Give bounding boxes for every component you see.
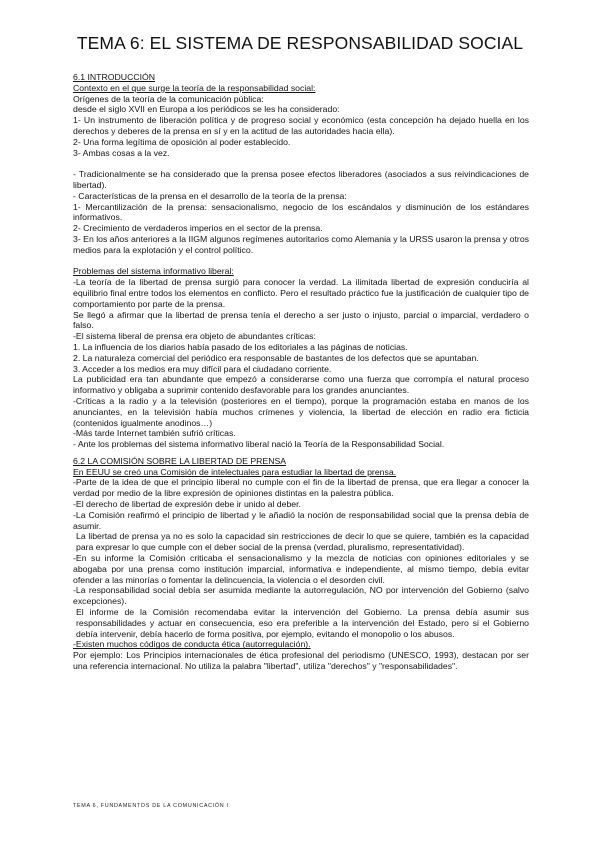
section-heading-introduccion: 6.1 INTRODUCCIÓN xyxy=(73,72,156,82)
paragraph: -La teoría de la libertad de prensa surgió para conocer la verdad. La ilimitada libertad de expresión conduciría al equilibrio final entre todos los elementos en conflicto. Pero el resultado práctico fue la justificación de cualquier tipo de comportamiento por parte de la prensa. xyxy=(73,277,529,309)
subheading-comision: En EEUU se creó una Comisión de intelectuales para estudiar la libertad de prensa. xyxy=(73,466,397,477)
paragraph: - Ante los problemas del sistema informativo liberal nació la Teoría de la Responsabilidad Social. xyxy=(73,439,445,450)
paragraph: 1- Un instrumento de liberación política y de progreso social y económico (esta concepción ha dejado huella en los derechos y deberes de la prensa en sí y en la actitud de las autoridades hacia ella). xyxy=(73,115,529,136)
paragraph: La publicidad era tan abundante que empezó a considerarse como una fuerza que corrompía el natural proceso informativo y obligaba a suprimir contenido desfavorable para los grandes anunciantes. xyxy=(73,374,529,396)
paragraph: El informe de la Comisión recomendaba evitar la intervención del Gobierno. La prensa debía asumir sus responsabilidades y actuar en consecuencia, eso era preferible a la intervención del Estado, pero si el Gobierno debía intervenir, debía hacerlo de forma positiva, por ejemplo, evitando el monopolio o los abusos. xyxy=(76,607,529,639)
paragraph: -En su informe la Comisión criticaba el sensacionalismo y la mezcla de noticias con opiniones editoriales y se abogaba por una prensa como institución imparcial, informativa e independiente, al mismo tiempo, debía evitar ofender a las minorías o fomentar la delincuencia, la violencia o el desorden civil. xyxy=(73,553,529,585)
paragraph: 2- Una forma legítima de oposición al poder establecido. xyxy=(73,136,291,147)
paragraph: -Parte de la idea de que el principio liberal no cumple con el fin de la libertad de prensa, que era llegar a conocer la verdad por medio de la libre expresión de opiniones distintas en la palestra pública. xyxy=(73,477,529,499)
paragraph: desde el siglo XVII en Europa a los periódicos se les ha considerado: xyxy=(73,104,340,115)
paragraph: Se llegó a afirmar que la libertad de prensa tenía el derecho a ser justo o injusto, parcial o imparcial, verdadero o falso. xyxy=(73,309,529,331)
paragraph: 2- Crecimiento de verdaderos imperios en el sector de la prensa. xyxy=(73,223,323,234)
spacer xyxy=(73,256,529,267)
page-title: TEMA 6: EL SISTEMA DE RESPONSABILIDAD SOCIAL xyxy=(76,33,524,53)
paragraph: 1- Mercantilización de la prensa: sensacionalismo, negocio de los escándalos y disminución de los estándares informativos. xyxy=(73,201,529,223)
paragraph: -El derecho de libertad de expresión debe ir unido al deber. xyxy=(73,499,301,510)
paragraph: -La responsabilidad social debía ser asumida mediante la autorregulación, NO por intervención del Gobierno (salvo excepciones). xyxy=(73,585,529,607)
paragraph: 1. La influencia de los diarios había pasado de los editoriales a las páginas de noticias. xyxy=(73,341,408,352)
paragraph: La libertad de prensa ya no es solo la capacidad sin restricciones de decir lo que se quiere, también es la capacidad para expresar lo que cumple con el deber social de la prensa (verdad, pluralismo, representatividad). xyxy=(76,531,529,553)
page-footer: TEMA 6, FUNDAMENTOS DE LA COMUNICACIÓN I xyxy=(73,803,229,809)
paragraph: -Más tarde Internet también sufrió críticas. xyxy=(73,428,236,439)
subheading-codigos: -Existen muchos códigos de conducta ética (autorregulación). xyxy=(73,639,311,650)
paragraph: - Tradicionalmente se ha considerado que la prensa posee efectos liberadores (asociados a sus reivindicaciones de libertad). xyxy=(73,169,529,190)
paragraph: 3- En los años anteriores a la IIGM algunos regímenes autoritarios como Alemania y la URSS usaron la prensa y otros medios para la explotación y el control político. xyxy=(73,233,529,255)
paragraph: -Críticas a la radio y a la televisión (posteriores en el tiempo), porque la programación estaba en manos de los anunciantes, en la televisión había muchos crímenes y violencia, la libertad de elección en radio era ficticia (contenidos igualmente anodinos…) xyxy=(73,395,529,428)
subheading-contexto: Contexto en el que surge la teoría de la responsabilidad social: xyxy=(73,82,316,93)
paragraph: -El sistema liberal de prensa era objeto de abundantes críticas: xyxy=(73,331,316,342)
paragraph: 3. Acceder a los medios era muy difícil para el ciudadano corriente. xyxy=(73,363,332,374)
spacer xyxy=(73,158,529,169)
paragraph: - Características de la prensa en el desarrollo de la teoría de la prensa: xyxy=(73,190,347,201)
subheading-problemas: Problemas del sistema informativo liberal: xyxy=(73,266,234,277)
paragraph: Por ejemplo: Los Principios internacionales de ética profesional del periodismo (UNESCO, 1993), destacan por ser una referencia internacional. No utiliza la palabra "libertad", utiliza "derechos" y "responsabilidades". xyxy=(73,650,529,672)
paragraph: -La Comisión reafirmó el principio de libertad y le añadió la noción de responsabilidad social que la prensa debía de asumir. xyxy=(73,509,529,531)
paragraph: 3- Ambas cosas a la vez. xyxy=(73,147,170,158)
paragraph: 2. La naturaleza comercial del periódico era responsable de bastantes de los defectos que se apuntaban. xyxy=(73,352,479,363)
section-heading-comision: 6.2 LA COMISIÓN SOBRE LA LIBERTAD DE PRENSA xyxy=(73,455,287,466)
paragraph: Orígenes de la teoría de la comunicación pública: xyxy=(73,93,264,104)
document-body xyxy=(73,72,529,672)
